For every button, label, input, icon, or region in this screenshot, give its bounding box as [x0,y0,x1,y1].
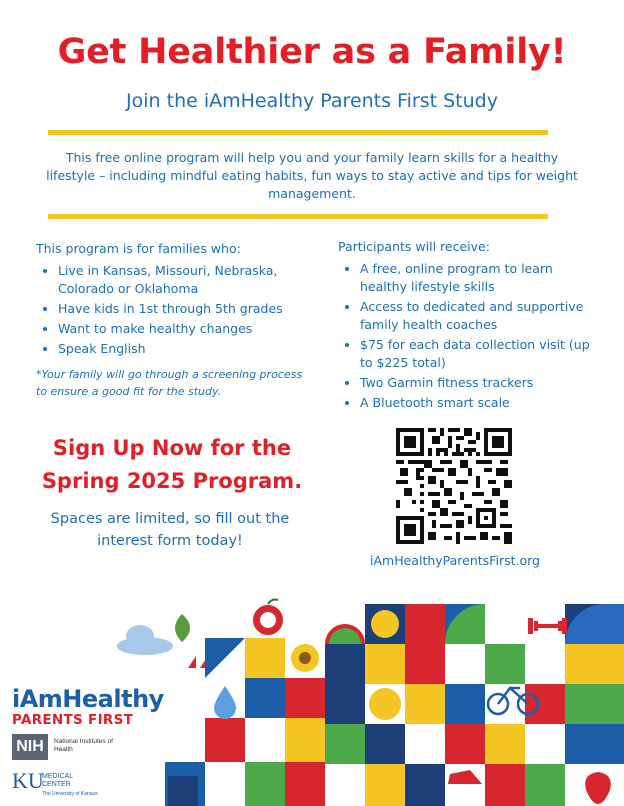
eligibility-list [36,262,316,358]
screening-note: *Your family will go through a screening process to ensure a good fit for the study. [36,368,303,398]
ku-medical-center-logo [12,768,162,804]
benefit-item: • $75 for each data collection visit (up to $225 total) [360,336,598,372]
cloud-icon [117,625,173,655]
brand-subtitle: PARENTS FIRST [12,712,134,728]
ku-name: MEDICAL CENTER [42,773,73,788]
page-title: Get Healthier as a Family! [57,32,567,72]
signup-headline: Sign Up Now for the Spring 2025 Program. [41,436,303,493]
eligibility-heading: This program is for families who: [36,241,241,256]
qr-code[interactable] [396,428,512,544]
leaf-icon [175,614,190,642]
house-icon [168,776,198,806]
brand-name: iAmHealthy [12,685,164,713]
website-url[interactable]: iAmHealthyParentsFirst.org [370,553,540,568]
apple-icon [253,600,283,636]
benefits-section [338,238,598,414]
top-divider [48,130,548,135]
study-logo [12,686,212,728]
page-subtitle: Join the iAmHealthy Parents First Study [126,90,498,112]
ku-mark: KU [12,768,44,793]
nih-logo [12,734,162,760]
signup-body: Spaces are limited, so fill out the interest form today! [50,511,290,549]
benefit-item: • Two Garmin fitness trackers [360,374,598,392]
eligibility-item: • Want to make healthy changes [58,320,316,338]
eligibility-item: • Live in Kansas, Missouri, Nebraska, Colorado or Oklahoma [58,262,316,298]
eligibility-section [36,240,316,360]
nih-name: National Institutes of Health [54,738,113,753]
bottom-divider [48,214,548,219]
nih-mark: NIH [12,734,48,760]
intro-paragraph: This free online program will help you and your family learn skills for a healthy lifestyle – including mindful eating habits, fun ways to stay active and tips for weight management. [46,150,578,201]
benefit-item: • Access to dedicated and supportive family health coaches [360,298,598,334]
eligibility-item: • Have kids in 1st through 5th grades [58,300,316,318]
benefit-item: • A free, online program to learn healthy lifestyle skills [360,260,598,296]
eligibility-item: • Speak English [58,340,316,358]
benefits-list [338,260,598,412]
ku-subname: The University of Kansas [42,791,98,797]
benefits-heading: Participants will receive: [338,239,490,254]
benefit-item: • A Bluetooth smart scale [360,394,598,412]
